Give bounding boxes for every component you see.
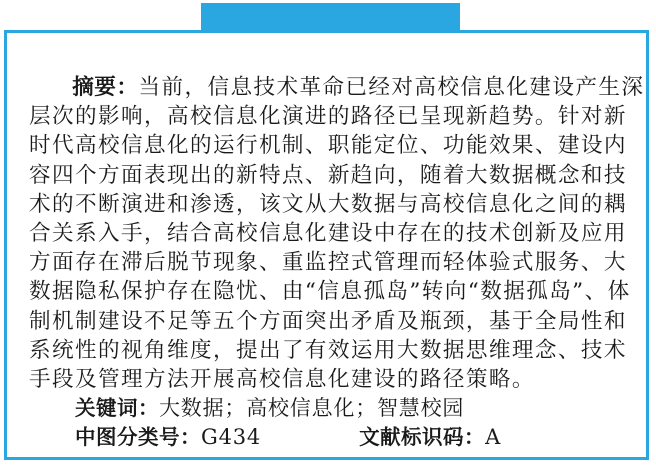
abstract-paragraph xyxy=(29,73,645,394)
keywords-text: 大数据；高校信息化；智慧校园 xyxy=(159,396,465,421)
abstract-text: 当前，信息技术革命已经对高校信息化建设产生深层次的影响，高校信息化演进的路径已呈现新趋势。针对新时代高校信息化的运行机制、职能定位、功能效果、建设内容四个方面表现出的新特点、新趋向，随着大数据概念和技术的不断演进和渗透，该文从大数据与高校信息化之间的耦合关系入手，结合高校信息化建设中存在的技术创新及应用方面存在滞后脱节现象、重监控式管理而轻体验式服务、大数据隐私保护存在隐忧、由“信息孤岛”转向“数据孤岛”、体制机制建设不足等五个方面突出矛盾及瓶颈，基于全局性和系统性的视角维度，提出了有效运用大数据思维理念、技术手段及管理方法开展高校信息化建设的路径策略。 xyxy=(29,75,645,393)
document-code-label: 文献标识码： xyxy=(359,425,486,450)
classification-line xyxy=(29,423,645,452)
document-code-value: A xyxy=(485,425,502,450)
abstract-box xyxy=(4,30,649,460)
keywords-label: 关键词： xyxy=(75,396,159,421)
abstract-content xyxy=(29,73,645,452)
classification-value: G434 xyxy=(201,425,262,450)
abstract-label: 摘要： xyxy=(72,75,139,100)
keywords-line xyxy=(29,394,645,423)
classification-label: 中图分类号： xyxy=(75,425,201,450)
